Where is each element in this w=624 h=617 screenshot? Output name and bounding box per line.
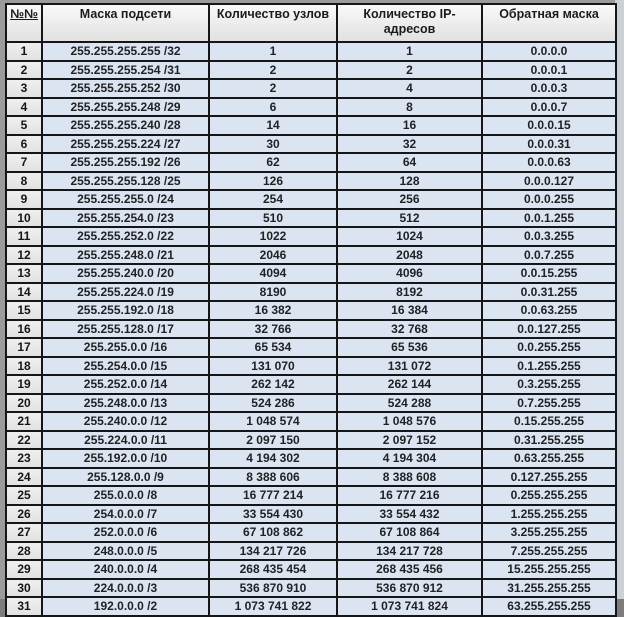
cell-ip-count: 4096 <box>337 264 482 283</box>
cell-ip-count: 512 <box>337 209 482 228</box>
cell-row-number: 19 <box>6 375 42 394</box>
cell-ip-count: 2 <box>337 61 482 80</box>
cell-subnet-mask: 255.255.248.0 /21 <box>42 246 209 265</box>
table-row <box>6 449 616 468</box>
cell-ip-count: 65 536 <box>337 338 482 357</box>
cell-ip-count: 1 073 741 824 <box>337 597 482 616</box>
cell-host-count: 536 870 910 <box>209 579 337 598</box>
cell-wildcard-mask: 0.0.127.255 <box>482 320 616 339</box>
cell-ip-count: 2 097 152 <box>337 431 482 450</box>
table-row <box>6 486 616 505</box>
cell-subnet-mask: 255.255.255.254 /31 <box>42 61 209 80</box>
cell-ip-count: 4 <box>337 79 482 98</box>
cell-subnet-mask: 252.0.0.0 /6 <box>42 523 209 542</box>
cell-row-number: 26 <box>6 505 42 524</box>
column-header-wildcard-mask: Обратная маска <box>482 4 616 42</box>
cell-row-number: 27 <box>6 523 42 542</box>
cell-subnet-mask: 255.255.254.0 /23 <box>42 209 209 228</box>
table-row <box>6 523 616 542</box>
cell-host-count: 1022 <box>209 227 337 246</box>
cell-row-number: 31 <box>6 597 42 616</box>
cell-ip-count: 8 388 608 <box>337 468 482 487</box>
cell-host-count: 131 070 <box>209 357 337 376</box>
cell-wildcard-mask: 0.0.0.127 <box>482 172 616 191</box>
cell-ip-count: 1024 <box>337 227 482 246</box>
column-header-number-label: №№ <box>10 7 38 21</box>
table-row <box>6 320 616 339</box>
cell-ip-count: 32 <box>337 135 482 154</box>
cell-ip-count: 67 108 864 <box>337 523 482 542</box>
cell-wildcard-mask: 0.63.255.255 <box>482 449 616 468</box>
cell-ip-count: 4 194 304 <box>337 449 482 468</box>
cell-host-count: 4094 <box>209 264 337 283</box>
cell-wildcard-mask: 0.0.0.0 <box>482 42 616 61</box>
cell-row-number: 15 <box>6 301 42 320</box>
cell-host-count: 134 217 726 <box>209 542 337 561</box>
cell-subnet-mask: 255.255.192.0 /18 <box>42 301 209 320</box>
cell-wildcard-mask: 0.31.255.255 <box>482 431 616 450</box>
cell-subnet-mask: 255.255.255.224 /27 <box>42 135 209 154</box>
table-row <box>6 579 616 598</box>
table-row <box>6 283 616 302</box>
table-row <box>6 42 616 61</box>
cell-wildcard-mask: 0.0.0.63 <box>482 153 616 172</box>
cell-wildcard-mask: 0.0.0.255 <box>482 190 616 209</box>
cell-row-number: 25 <box>6 486 42 505</box>
cell-subnet-mask: 255.255.255.252 /30 <box>42 79 209 98</box>
cell-row-number: 4 <box>6 98 42 117</box>
table-row <box>6 98 616 117</box>
cell-wildcard-mask: 0.0.0.3 <box>482 79 616 98</box>
cell-host-count: 2046 <box>209 246 337 265</box>
cell-host-count: 62 <box>209 153 337 172</box>
cell-wildcard-mask: 0.0.0.7 <box>482 98 616 117</box>
cell-row-number: 20 <box>6 394 42 413</box>
cell-subnet-mask: 255.255.252.0 /22 <box>42 227 209 246</box>
cell-host-count: 6 <box>209 98 337 117</box>
table-row <box>6 412 616 431</box>
cell-ip-count: 32 768 <box>337 320 482 339</box>
cell-ip-count: 2048 <box>337 246 482 265</box>
cell-host-count: 8190 <box>209 283 337 302</box>
table-row <box>6 172 616 191</box>
cell-wildcard-mask: 63.255.255.255 <box>482 597 616 616</box>
cell-wildcard-mask: 0.0.3.255 <box>482 227 616 246</box>
table-header <box>6 4 616 42</box>
table-row <box>6 560 616 579</box>
cell-host-count: 67 108 862 <box>209 523 337 542</box>
cell-host-count: 1 073 741 822 <box>209 597 337 616</box>
table-row <box>6 209 616 228</box>
cell-row-number: 7 <box>6 153 42 172</box>
cell-subnet-mask: 255.224.0.0 /11 <box>42 431 209 450</box>
cell-ip-count: 131 072 <box>337 357 482 376</box>
cell-wildcard-mask: 0.0.63.255 <box>482 301 616 320</box>
subnet-mask-table <box>5 3 617 617</box>
cell-row-number: 12 <box>6 246 42 265</box>
cell-wildcard-mask: 7.255.255.255 <box>482 542 616 561</box>
table-row <box>6 375 616 394</box>
cell-subnet-mask: 255.255.255.128 /25 <box>42 172 209 191</box>
table-row <box>6 79 616 98</box>
cell-ip-count: 128 <box>337 172 482 191</box>
cell-ip-count: 16 <box>337 116 482 135</box>
cell-row-number: 8 <box>6 172 42 191</box>
table-row <box>6 338 616 357</box>
cell-subnet-mask: 255.255.255.192 /26 <box>42 153 209 172</box>
column-header-host-count: Количество узлов <box>209 4 337 42</box>
column-header-ip-count: Количество IP-адресов <box>337 4 482 42</box>
cell-host-count: 8 388 606 <box>209 468 337 487</box>
cell-subnet-mask: 255.255.0.0 /16 <box>42 338 209 357</box>
cell-ip-count: 1 <box>337 42 482 61</box>
cell-host-count: 33 554 430 <box>209 505 337 524</box>
cell-wildcard-mask: 0.0.31.255 <box>482 283 616 302</box>
table-row <box>6 505 616 524</box>
cell-row-number: 2 <box>6 61 42 80</box>
cell-row-number: 5 <box>6 116 42 135</box>
cell-ip-count: 262 144 <box>337 375 482 394</box>
column-header-number <box>6 4 42 42</box>
cell-ip-count: 268 435 456 <box>337 560 482 579</box>
cell-row-number: 16 <box>6 320 42 339</box>
cell-row-number: 23 <box>6 449 42 468</box>
cell-subnet-mask: 255.255.255.255 /32 <box>42 42 209 61</box>
cell-subnet-mask: 255.128.0.0 /9 <box>42 468 209 487</box>
cell-host-count: 524 286 <box>209 394 337 413</box>
table-row <box>6 153 616 172</box>
table-row <box>6 190 616 209</box>
table-body <box>6 42 616 616</box>
cell-wildcard-mask: 0.0.255.255 <box>482 338 616 357</box>
cell-subnet-mask: 255.255.240.0 /20 <box>42 264 209 283</box>
table-row <box>6 542 616 561</box>
table-row <box>6 246 616 265</box>
cell-host-count: 262 142 <box>209 375 337 394</box>
cell-ip-count: 536 870 912 <box>337 579 482 598</box>
cell-host-count: 16 777 214 <box>209 486 337 505</box>
cell-wildcard-mask: 1.255.255.255 <box>482 505 616 524</box>
cell-wildcard-mask: 31.255.255.255 <box>482 579 616 598</box>
cell-host-count: 65 534 <box>209 338 337 357</box>
cell-wildcard-mask: 0.3.255.255 <box>482 375 616 394</box>
cell-host-count: 2 097 150 <box>209 431 337 450</box>
table-row <box>6 116 616 135</box>
cell-host-count: 254 <box>209 190 337 209</box>
cell-subnet-mask: 255.0.0.0 /8 <box>42 486 209 505</box>
table-row <box>6 597 616 616</box>
cell-row-number: 14 <box>6 283 42 302</box>
cell-subnet-mask: 255.255.224.0 /19 <box>42 283 209 302</box>
cell-wildcard-mask: 0.0.15.255 <box>482 264 616 283</box>
table-row <box>6 357 616 376</box>
cell-row-number: 21 <box>6 412 42 431</box>
table-row <box>6 301 616 320</box>
table-row <box>6 394 616 413</box>
cell-ip-count: 8 <box>337 98 482 117</box>
cell-subnet-mask: 255.255.128.0 /17 <box>42 320 209 339</box>
cell-wildcard-mask: 0.255.255.255 <box>482 486 616 505</box>
cell-subnet-mask: 255.248.0.0 /13 <box>42 394 209 413</box>
table-row <box>6 135 616 154</box>
cell-subnet-mask: 255.255.255.248 /29 <box>42 98 209 117</box>
cell-wildcard-mask: 0.0.7.255 <box>482 246 616 265</box>
cell-row-number: 13 <box>6 264 42 283</box>
cell-row-number: 28 <box>6 542 42 561</box>
cell-row-number: 22 <box>6 431 42 450</box>
header-row <box>6 4 616 42</box>
cell-row-number: 24 <box>6 468 42 487</box>
cell-wildcard-mask: 0.15.255.255 <box>482 412 616 431</box>
table-row <box>6 61 616 80</box>
cell-host-count: 510 <box>209 209 337 228</box>
cell-ip-count: 524 288 <box>337 394 482 413</box>
cell-host-count: 4 194 302 <box>209 449 337 468</box>
cell-row-number: 17 <box>6 338 42 357</box>
cell-ip-count: 8192 <box>337 283 482 302</box>
cell-ip-count: 256 <box>337 190 482 209</box>
cell-wildcard-mask: 0.1.255.255 <box>482 357 616 376</box>
cell-wildcard-mask: 0.0.0.31 <box>482 135 616 154</box>
cell-ip-count: 1 048 576 <box>337 412 482 431</box>
table-row <box>6 264 616 283</box>
cell-ip-count: 134 217 728 <box>337 542 482 561</box>
cell-host-count: 30 <box>209 135 337 154</box>
cell-subnet-mask: 255.255.255.0 /24 <box>42 190 209 209</box>
cell-subnet-mask: 255.255.255.240 /28 <box>42 116 209 135</box>
cell-subnet-mask: 255.240.0.0 /12 <box>42 412 209 431</box>
cell-subnet-mask: 224.0.0.0 /3 <box>42 579 209 598</box>
cell-row-number: 10 <box>6 209 42 228</box>
cell-host-count: 14 <box>209 116 337 135</box>
cell-host-count: 1 048 574 <box>209 412 337 431</box>
cell-subnet-mask: 254.0.0.0 /7 <box>42 505 209 524</box>
column-header-subnet-mask: Маска подсети <box>42 4 209 42</box>
table-row <box>6 468 616 487</box>
cell-host-count: 1 <box>209 42 337 61</box>
cell-host-count: 268 435 454 <box>209 560 337 579</box>
cell-row-number: 3 <box>6 79 42 98</box>
cell-subnet-mask: 240.0.0.0 /4 <box>42 560 209 579</box>
cell-row-number: 18 <box>6 357 42 376</box>
cell-wildcard-mask: 3.255.255.255 <box>482 523 616 542</box>
cell-row-number: 29 <box>6 560 42 579</box>
cell-row-number: 11 <box>6 227 42 246</box>
cell-wildcard-mask: 0.127.255.255 <box>482 468 616 487</box>
cell-row-number: 6 <box>6 135 42 154</box>
cell-subnet-mask: 255.252.0.0 /14 <box>42 375 209 394</box>
cell-subnet-mask: 255.192.0.0 /10 <box>42 449 209 468</box>
cell-ip-count: 33 554 432 <box>337 505 482 524</box>
cell-ip-count: 16 384 <box>337 301 482 320</box>
cell-host-count: 2 <box>209 61 337 80</box>
cell-wildcard-mask: 0.0.1.255 <box>482 209 616 228</box>
table-row <box>6 227 616 246</box>
cell-row-number: 9 <box>6 190 42 209</box>
cell-subnet-mask: 248.0.0.0 /5 <box>42 542 209 561</box>
cell-wildcard-mask: 0.0.0.15 <box>482 116 616 135</box>
cell-row-number: 30 <box>6 579 42 598</box>
cell-host-count: 16 382 <box>209 301 337 320</box>
table-row <box>6 431 616 450</box>
cell-ip-count: 64 <box>337 153 482 172</box>
cell-host-count: 2 <box>209 79 337 98</box>
cell-host-count: 32 766 <box>209 320 337 339</box>
cell-row-number: 1 <box>6 42 42 61</box>
cell-host-count: 126 <box>209 172 337 191</box>
cell-wildcard-mask: 0.7.255.255 <box>482 394 616 413</box>
cell-subnet-mask: 192.0.0.0 /2 <box>42 597 209 616</box>
cell-wildcard-mask: 0.0.0.1 <box>482 61 616 80</box>
cell-ip-count: 16 777 216 <box>337 486 482 505</box>
cell-wildcard-mask: 15.255.255.255 <box>482 560 616 579</box>
cell-subnet-mask: 255.254.0.0 /15 <box>42 357 209 376</box>
